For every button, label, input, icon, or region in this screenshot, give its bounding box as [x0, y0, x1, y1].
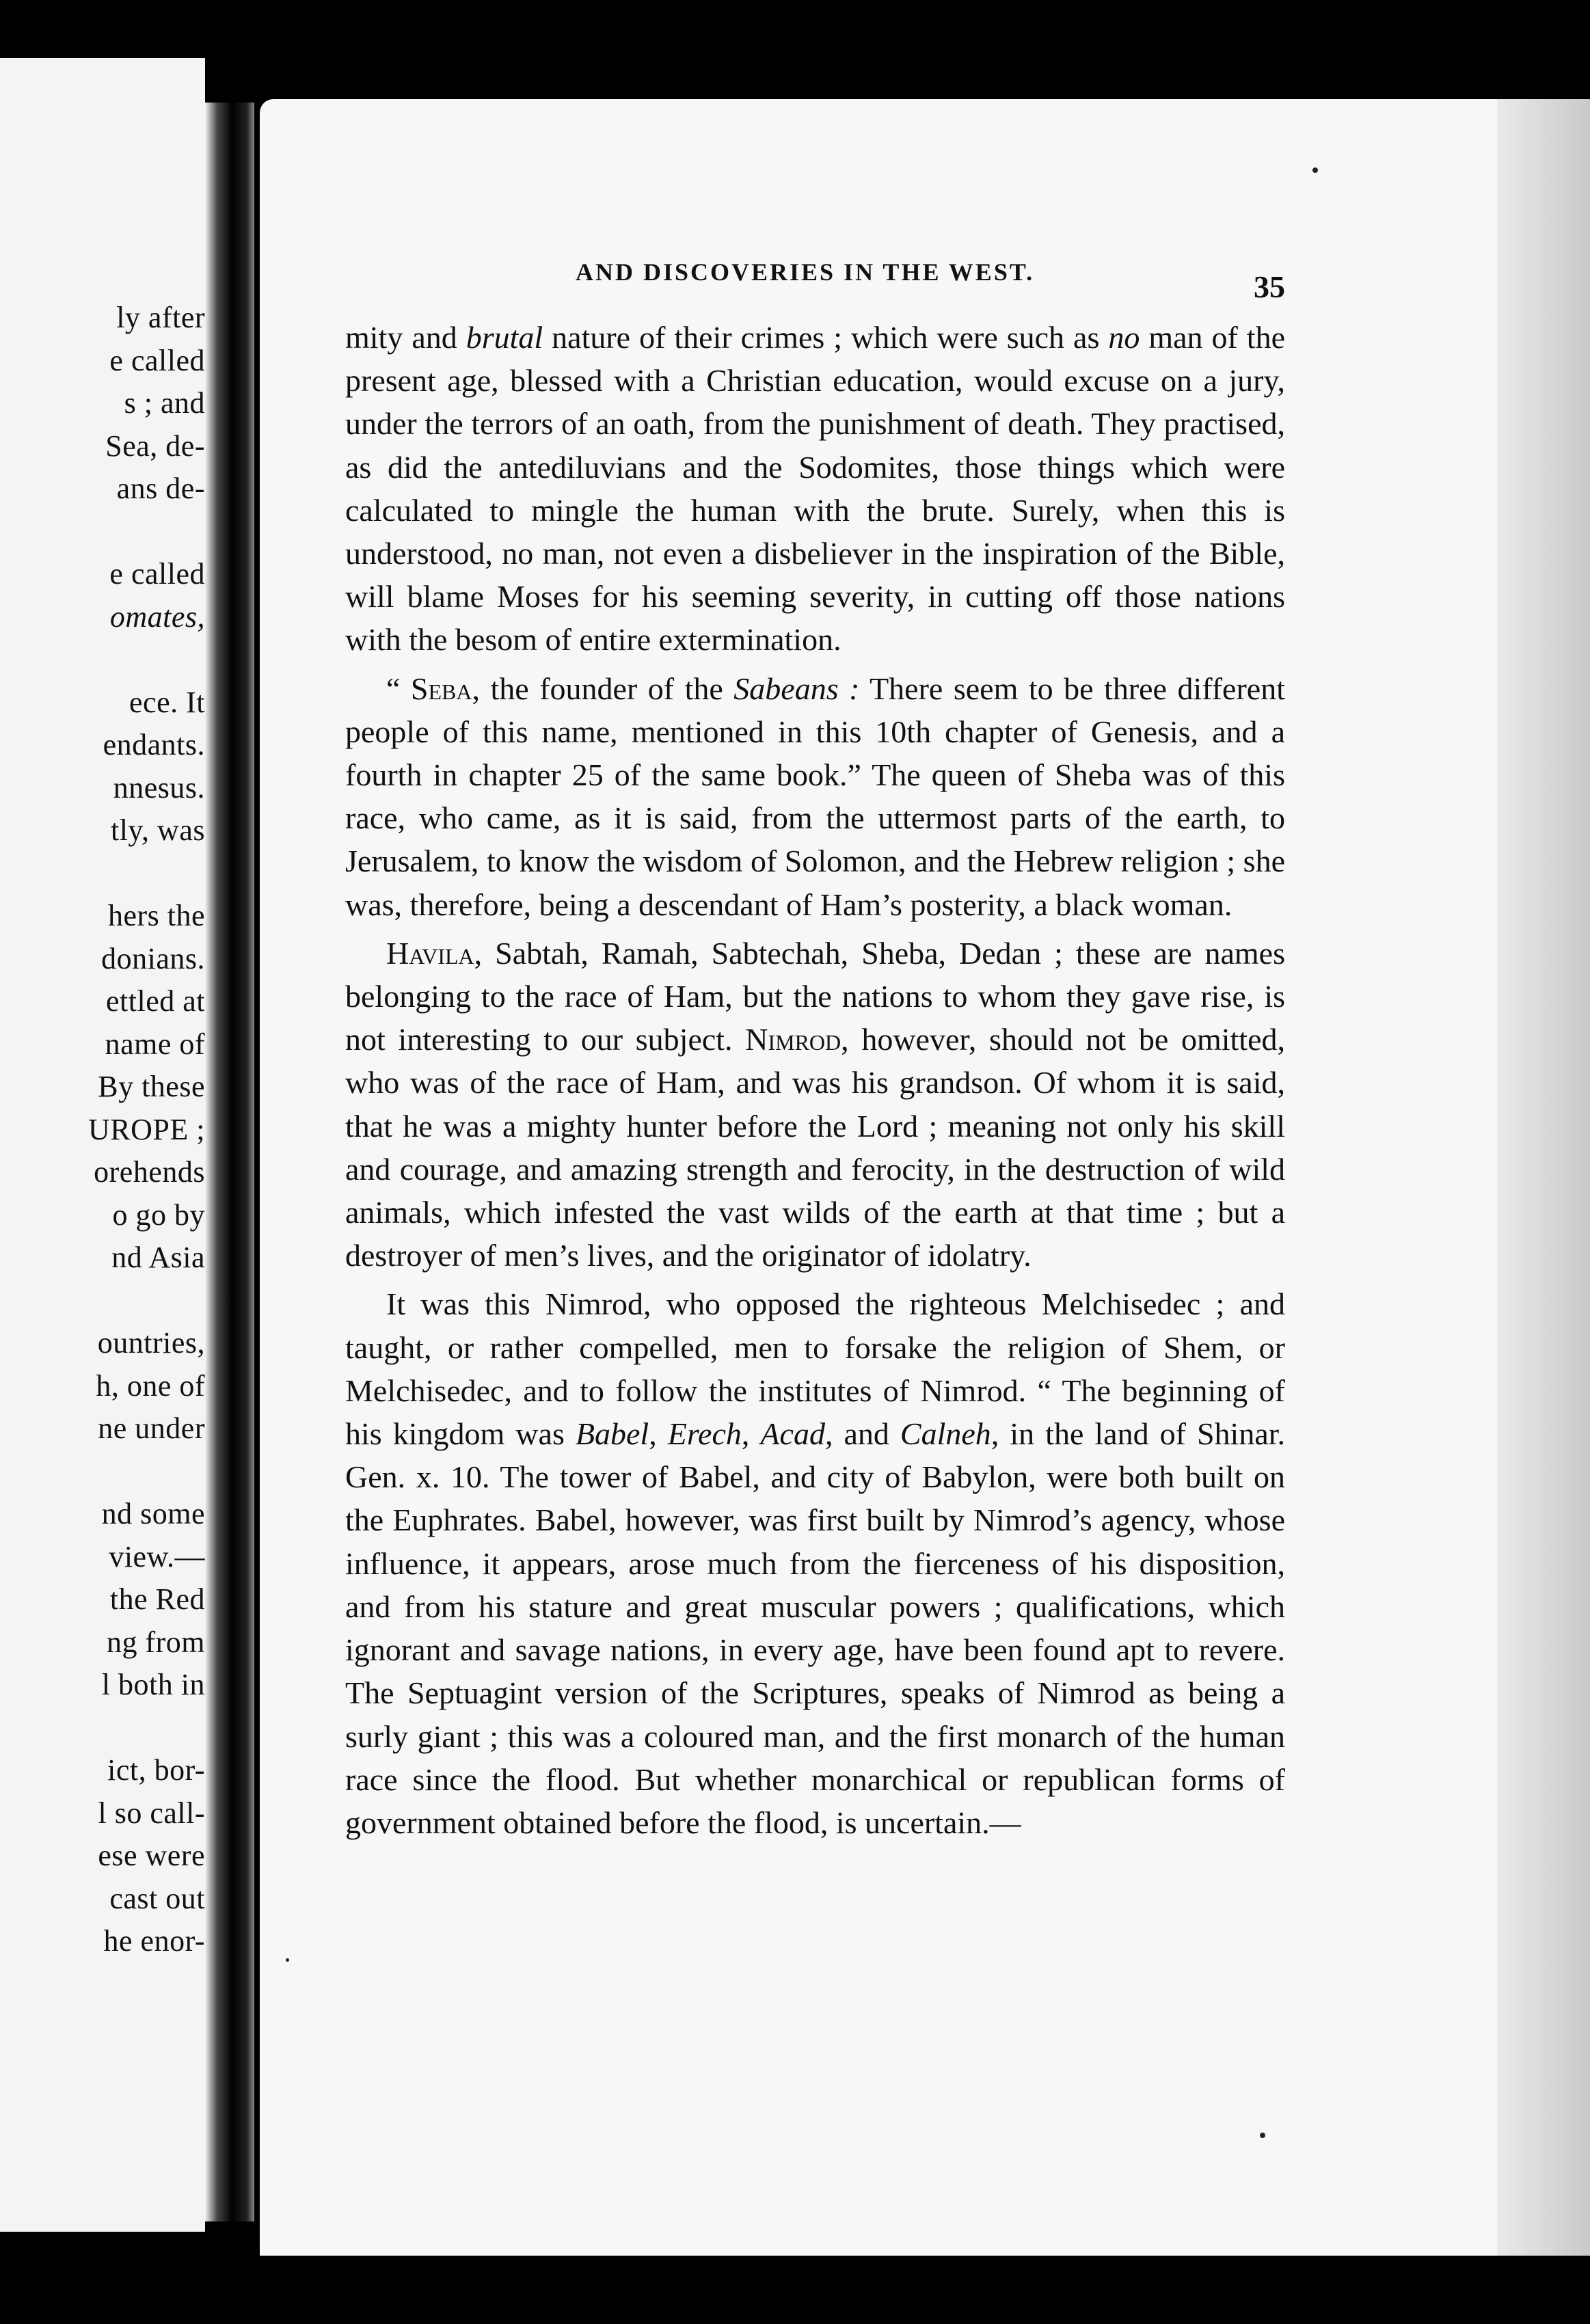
paragraph-text: , Sabtah, Ramah, Sabtechah, Sheba, Dedan ; these are names belonging to the race of Ham, but the nations to whom they gave rise, is not interesting to our subject. — [345, 935, 1285, 1057]
left-page-line: ese were — [98, 1839, 205, 1872]
body-paragraph — [345, 1282, 1285, 1844]
body-paragraph — [345, 932, 1285, 1278]
small-caps-name: Seba — [410, 671, 472, 706]
left-page-line: view.— — [109, 1540, 205, 1573]
left-page-line: ict, bor- — [107, 1753, 205, 1787]
paragraph-text: , however, should not be omitted, who was of the race of Ham, and was his grandson. Of whom it is said, that he was a mighty hunter before the Lord ; meaning not only his skill and courage, and amazing strength and ferocity, in the destruction of wild animals, which infested the vast wilds of the earth at that time ; but a destroyer of men’s lives, and the originator of idolatry. — [345, 1022, 1285, 1273]
left-page-line: ng from — [106, 1625, 205, 1659]
left-page-line: donians. — [101, 942, 205, 975]
speck-mark — [1312, 167, 1318, 173]
italic-text: brutal — [466, 320, 543, 355]
left-page-line: name of — [105, 1027, 205, 1061]
italic-text: Calneh — [900, 1416, 991, 1452]
left-page-line: ountries, — [97, 1326, 205, 1360]
speck-mark — [1260, 2133, 1265, 2138]
left-page-line: l so call- — [98, 1796, 205, 1830]
small-caps-name: Nimrod — [745, 1022, 841, 1057]
italic-text: Babel — [575, 1416, 649, 1452]
previous-page-fragment — [0, 58, 205, 2232]
body-paragraph — [345, 667, 1285, 926]
paragraph-text: nature of their crimes ; which were such as — [543, 320, 1109, 355]
page-edge — [1497, 99, 1590, 2256]
left-page-line: nd some — [101, 1497, 205, 1530]
italic-text: Erech — [667, 1416, 742, 1452]
italic-text: Sabeans : — [733, 671, 860, 706]
left-page-line: tly, was — [110, 813, 205, 847]
left-page-line: e called — [109, 344, 205, 377]
paragraph-text: , and — [824, 1416, 900, 1452]
left-page-line: e called — [109, 557, 205, 591]
paragraph-text: “ — [386, 671, 411, 706]
left-page-line: omates, — [109, 600, 205, 634]
left-page-line: UROPE ; — [88, 1113, 205, 1146]
left-page-line: h, one of — [96, 1369, 205, 1403]
left-page-line: ans de- — [116, 472, 205, 505]
left-page-line: endants. — [103, 728, 205, 761]
paragraph-text: There seem to be three different people of this name, mentioned in this 10th chapter of Genesis, and a fourth in chapter 25 of the same book.” The queen of Sheba was of this race, who came, as it is said, from the uttermost parts of the earth, to Jerusalem, to know the wisdom of Solomon, and the Hebrew religion ; she was, therefore, being a descendant of Ham’s posterity, a black woman. — [345, 671, 1285, 922]
book-gutter — [205, 103, 254, 2221]
left-page-line: cast out — [109, 1882, 205, 1915]
paragraph-text: It was this Nimrod, who opposed the righteous Melchisedec ; and taught, or rather compelled, men to forsake the religion of Shem, or Melchisedec, and to follow the institutes of Nimrod. “ The beginning of his kingdom was — [345, 1286, 1285, 1452]
left-page-line: s ; and — [124, 386, 205, 420]
left-page-line: orehends — [94, 1155, 205, 1189]
paragraph-text: , the founder of the — [472, 671, 734, 706]
left-page-line: nd Asia — [111, 1241, 205, 1274]
left-page-line: o go by — [112, 1198, 205, 1232]
paragraph-text: mity and — [345, 320, 466, 355]
left-page-line: hers the — [107, 899, 205, 932]
page-number: 35 — [1254, 269, 1285, 304]
speck-mark — [286, 1958, 289, 1962]
left-page-line: the Red — [109, 1582, 205, 1616]
italic-text: no — [1108, 320, 1140, 355]
page-body — [345, 316, 1285, 1844]
paragraph-text: , — [649, 1416, 668, 1452]
paragraph-text: , in the land of Shinar. Gen. x. 10. The tower of Babel, and city of Babylon, were both built on the Euphrates. Babel, however, was first built by Nimrod’s agency, whose influence, it appears, arose much from the fierceness of his disposition, and from his stature and great muscular powers ; qualifications, which ignorant and savage nations, in every age, have been found apt to revere. The Septuagint version of the Scriptures, speaks of Nimrod as being a surly giant ; this was a coloured man, and the first monarch of the human race since the flood. But whether monarchical or republican forms of government obtained before the flood, is uncertain.— — [345, 1416, 1286, 1840]
left-page-line: By these — [98, 1070, 205, 1103]
italic-text: Acad — [760, 1416, 825, 1452]
running-header: AND DISCOVERIES IN THE WEST. — [576, 258, 1035, 286]
body-paragraph — [345, 316, 1285, 662]
left-page-line: Sea, de- — [105, 429, 205, 463]
paragraph-text: man of the present age, blessed with a Christian education, would excuse on a jury, under the terrors of an oath, from the punishment of death. They practised, as did the antediluvians and the Sodomites, those things which were calculated to mingle the human with the brute. Surely, when this is understood, no man, not even a disbeliever in the inspiration of the Bible, will blame Moses for his seeming severity, in cutting off those nations with the besom of entire extermination. — [345, 320, 1285, 658]
left-page-line: ettled at — [106, 984, 205, 1018]
left-page-line: he enor- — [103, 1924, 205, 1958]
paragraph-text: , — [741, 1416, 761, 1452]
left-page-line: ly after — [116, 301, 205, 334]
left-page-line: l both in — [101, 1668, 205, 1701]
left-page-line: nnesus. — [113, 771, 205, 805]
small-caps-name: Havila — [386, 935, 474, 971]
left-page-line: ece. It — [129, 686, 205, 719]
left-page-line: ne under — [98, 1411, 205, 1445]
